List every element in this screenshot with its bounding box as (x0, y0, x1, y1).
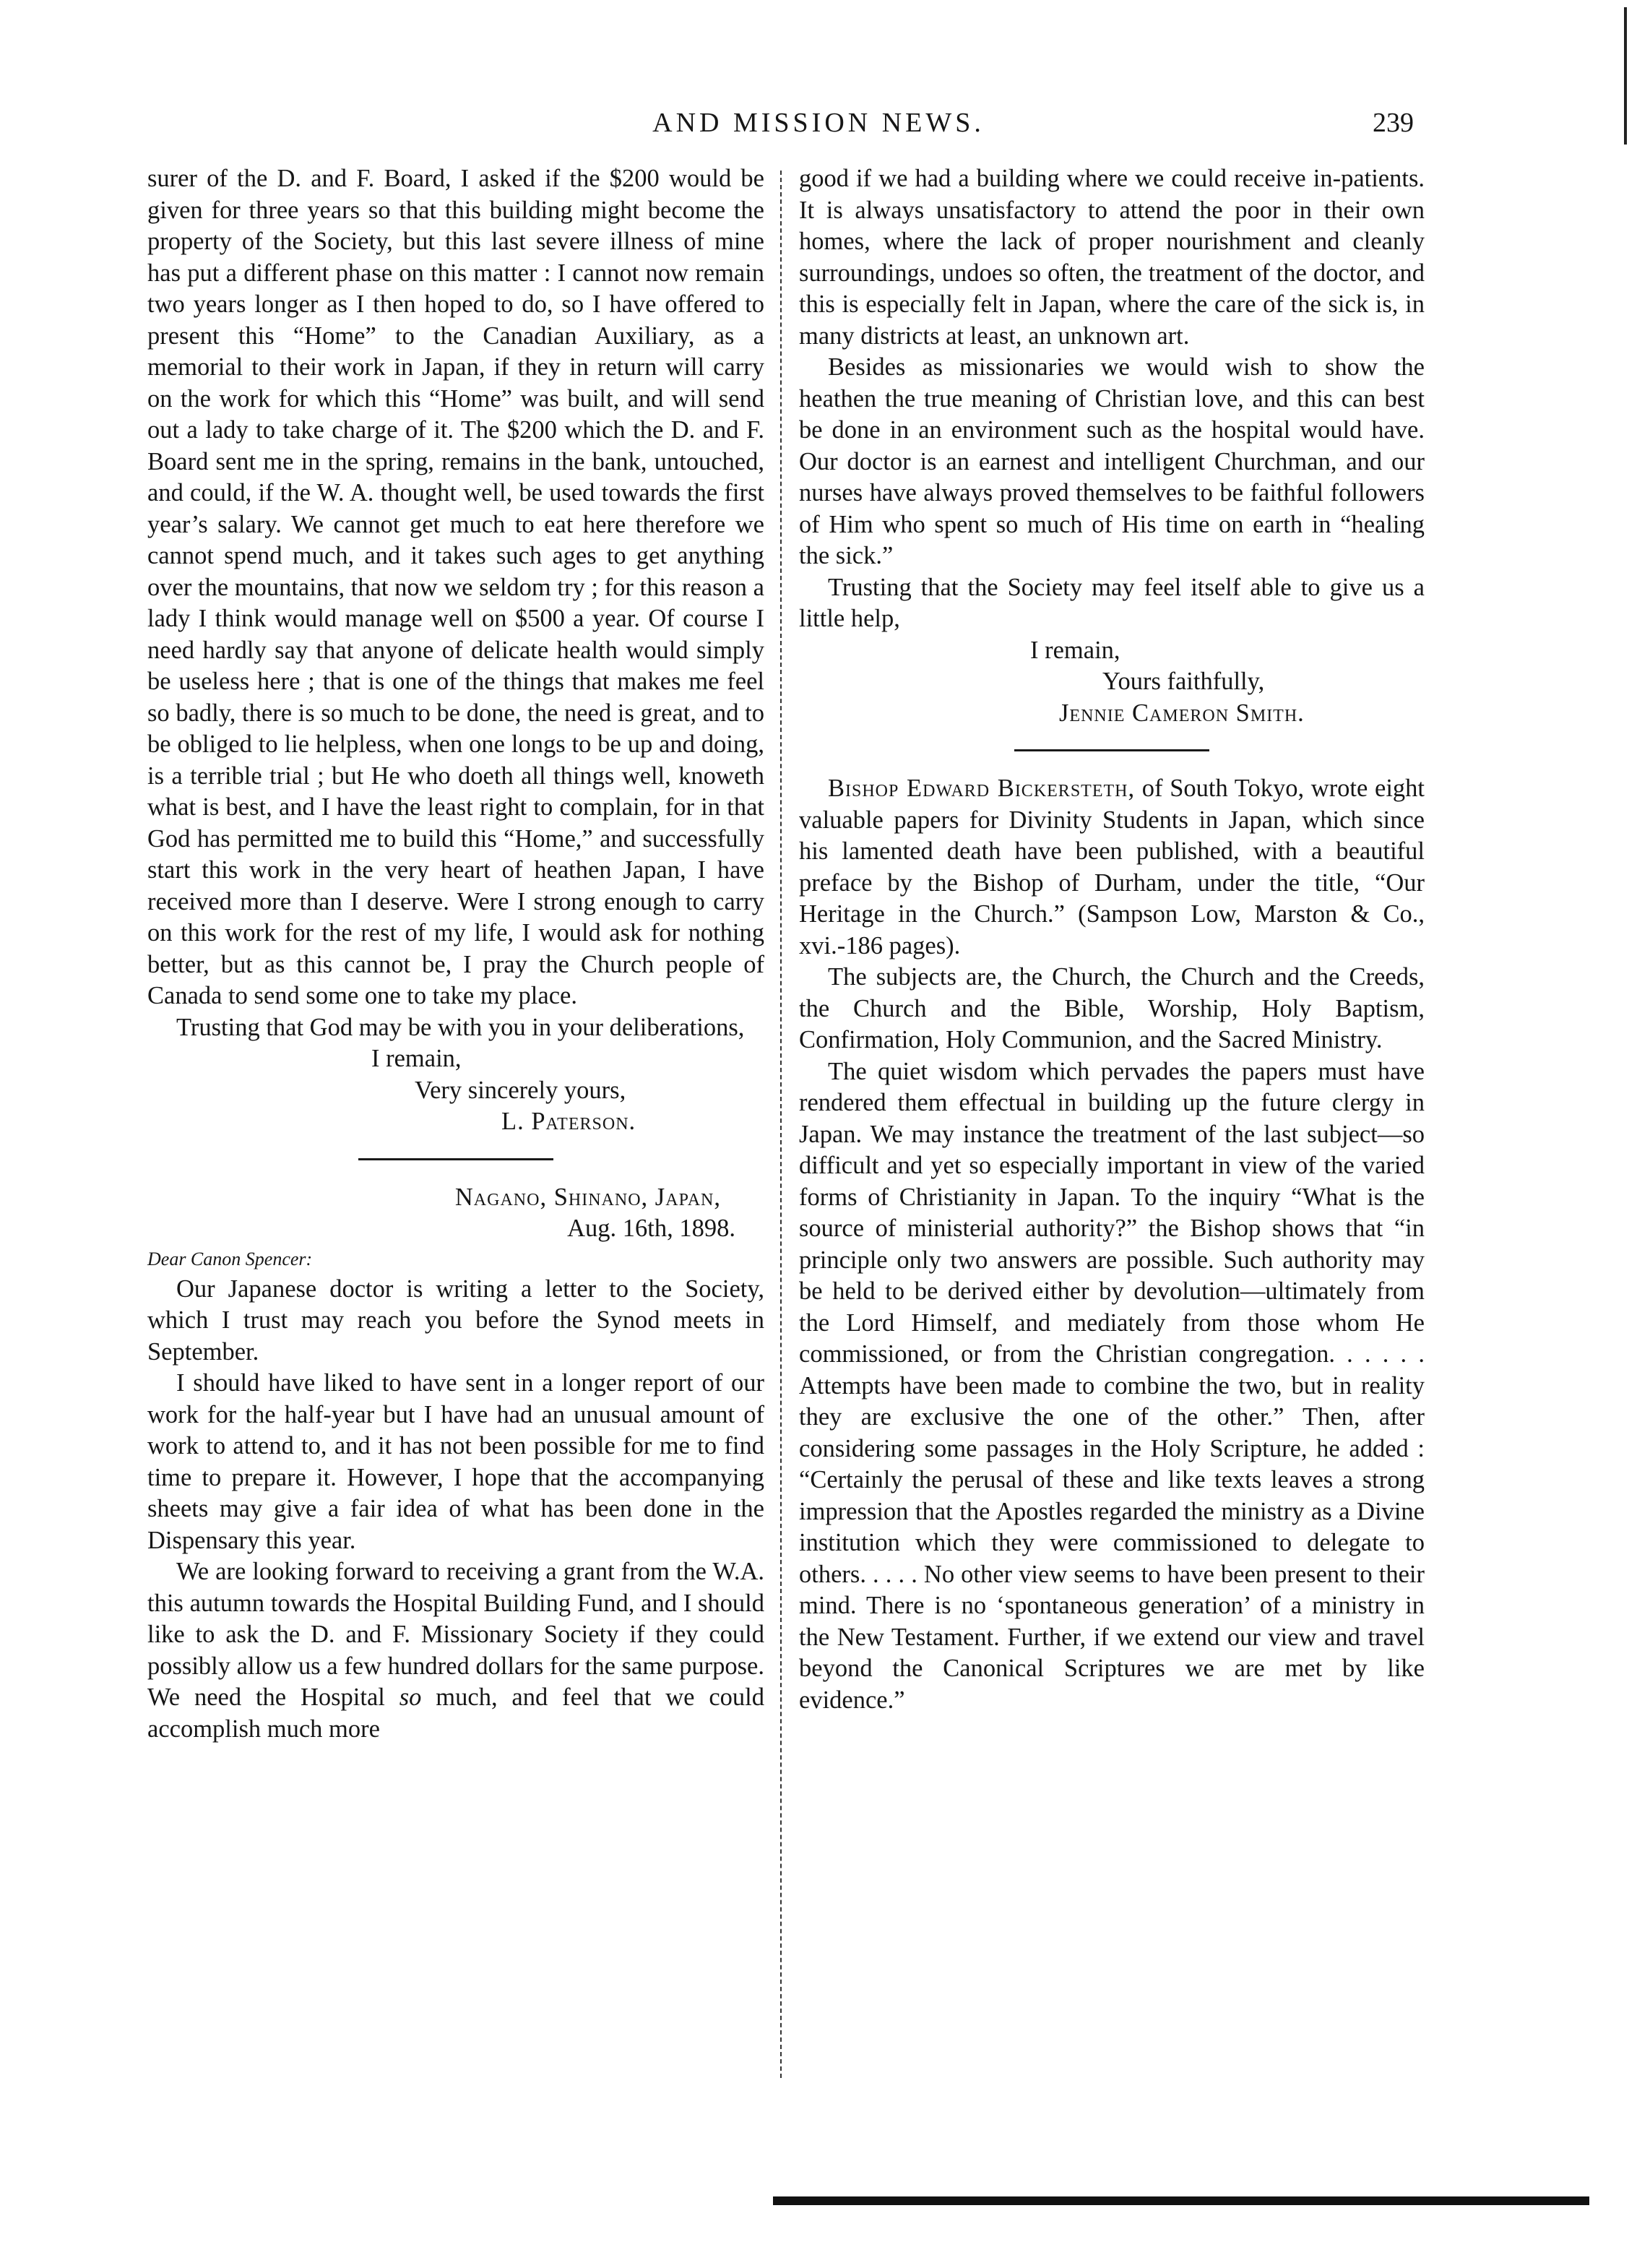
section-rule (358, 1158, 553, 1160)
closing-line: Very sincerely yours, (415, 1076, 626, 1104)
left-column (147, 163, 764, 1745)
closing-line: I remain, (371, 1045, 462, 1072)
dateline: Nagano, Shinano, Japan, (454, 1183, 721, 1211)
paragraph-text: much, and feel that we could accomplish much more (147, 1683, 764, 1743)
salutation: Dear Canon Spencer: (147, 1248, 313, 1269)
left-paragraph: I should have liked to have sent in a longer report of our work for the half-year but I have had an unusual amount of work to attend to, and it has not been possible for me to find time to prepare it. However, I hope that the accompanying sheets may give a fair idea of what has been done in the Dispensary this year. (147, 1369, 764, 1554)
right-paragraph: Trusting that the Society may feel itself able to give us a little help, (799, 573, 1425, 632)
header-title: AND MISSION NEWS. (652, 108, 985, 138)
right-paragraph: The subjects are, the Church, the Church and the Creeds, the Church and the Bible, Worship, Holy Baptism, Confirmation, Holy Communion, and the Sacred Ministry. (799, 963, 1425, 1053)
page-number: 239 (1373, 108, 1414, 138)
right-column (799, 163, 1425, 1716)
bottom-rule (773, 2196, 1589, 2205)
right-paragraph: good if we had a building where we could receive in-patients. It is always unsatisfactory to attend the poor in their own homes, where the lack of proper nourishment and cleanly surroundings, undoes so often, the treatment of the doctor, and this is especially felt in Japan, where the care of the sick is, in many districts at least, an unknown art. (799, 165, 1425, 350)
left-paragraph: Trusting that God may be with you in your deliberations, (176, 1013, 745, 1041)
paragraph-text: We are looking forward to receiving a grant from the W.A. this autumn towards the Hospital Building Fund, and I should like to ask the D. and F. Missionary Society if they could possibly allow us a few hundred dollars for the same purpose. We need the Hospital (147, 1558, 764, 1711)
signature: Jennie Cameron Smith. (1059, 699, 1305, 727)
closing-line: I remain, (1030, 636, 1120, 664)
left-paragraph (147, 1556, 764, 1745)
signature: L. Paterson. (501, 1108, 636, 1135)
right-paragraph (799, 773, 1425, 962)
running-header (0, 107, 1637, 150)
section-rule (1014, 749, 1209, 751)
right-paragraph: Besides as missionaries we would wish to show the heathen the true meaning of Christian love, and this can best be done in an environment such as the hospital would have. Our doctor is an earnest and intelligent Churchman, and our nurses have always proved themselves to be faithful followers of Him who spent so much of His time on earth in “healing the sick.” (799, 353, 1425, 569)
paragraph-text: of South Tokyo, wrote eight valuable papers for Divinity Students in Japan, which since his lamented death have been published, with a beautiful preface by the Bishop of Durham, under the title, “Our Heritage in the Church.” (Sampson Low, Marston & Co., xvi.-186 pages). (799, 775, 1425, 960)
article-lead: Bishop Edward Bickersteth, (828, 775, 1136, 802)
left-paragraph: surer of the D. and F. Board, I asked if the $200 would be given for three years so that this building might become the property of the Society, but this last severe illness of mine has put a different phase on this matter : I cannot now remain two years longer as I then hoped to do, so I have offered to present this “Home” to the Canadian Auxiliary, as a memorial to their work in Japan, if they in return will carry on the work for which this “Home” was built, and will send out a lady to take charge of it. The $200 which the D. and F. Board sent me in the spring, remains in the bank, untouched, and could, if the W. A. thought well, be used towards the first year’s salary. We cannot get much to eat here therefore we cannot spend much, and it takes such ages to get anything over the mountains, that now we seldom try ; for this reason a lady I think would manage well on $500 a year. Of course I need hardly say that anyone of delicate health would simply be useless here ; that is one of the things that makes me feel so badly, there is so much to be done, the need is great, and to be obliged to lie helpless, when one longs to be up and doing, is a terrible trial ; but He who doeth all things well, knoweth what is best, and I have the least right to complain, for in that God has permitted me to build this “Home,” and successfully start this work in the very heart of heathen Japan, I have received more than I deserve. Were I strong enough to carry on this work for the rest of my life, I would ask for nothing better, but as this cannot be, I pray the Church people of Canada to send some one to take my place. (147, 165, 764, 1009)
dateline-date: Aug. 16th, 1898. (567, 1215, 735, 1242)
right-paragraph: The quiet wisdom which pervades the papers must have rendered them effectual in building up the future clergy in Japan. We may instance the treatment of the last subject—so difficult and yet so especially important in view of the varied forms of Christianity in Japan. To the inquiry “What is the source of ministerial authority?” the Bishop shows that “in principle only two answers are possible. Such authority may be held to be derived either by devolution—ultimately from the Lord Himself, and mediately from those whom He commissioned, or from the Christian congregation. . . . . . Attempts have been made to combine the two, but in reality they are exclusive the one of the other.” Then, after considering some passages in the Holy Scripture, he added : “Certainly the perusal of these and like texts leaves a strong impression that the Apostles regarded the ministry as a Divine institution which they were commissioned to delegate to others. . . . . No other view seems to have been present to their mind. There is no ‘spontaneous generation’ of a ministry in the New Testament. Further, if we extend our view and travel beyond the Canonical Scriptures we are met by like evidence.” (799, 1057, 1425, 1714)
closing-line: Yours faithfully, (1102, 668, 1265, 695)
emphasis-text: so (399, 1683, 422, 1711)
column-divider (780, 171, 782, 2078)
left-paragraph: Our Japanese doctor is writing a letter to the Society, which I trust may reach you before the Synod meets in September. (147, 1275, 764, 1366)
